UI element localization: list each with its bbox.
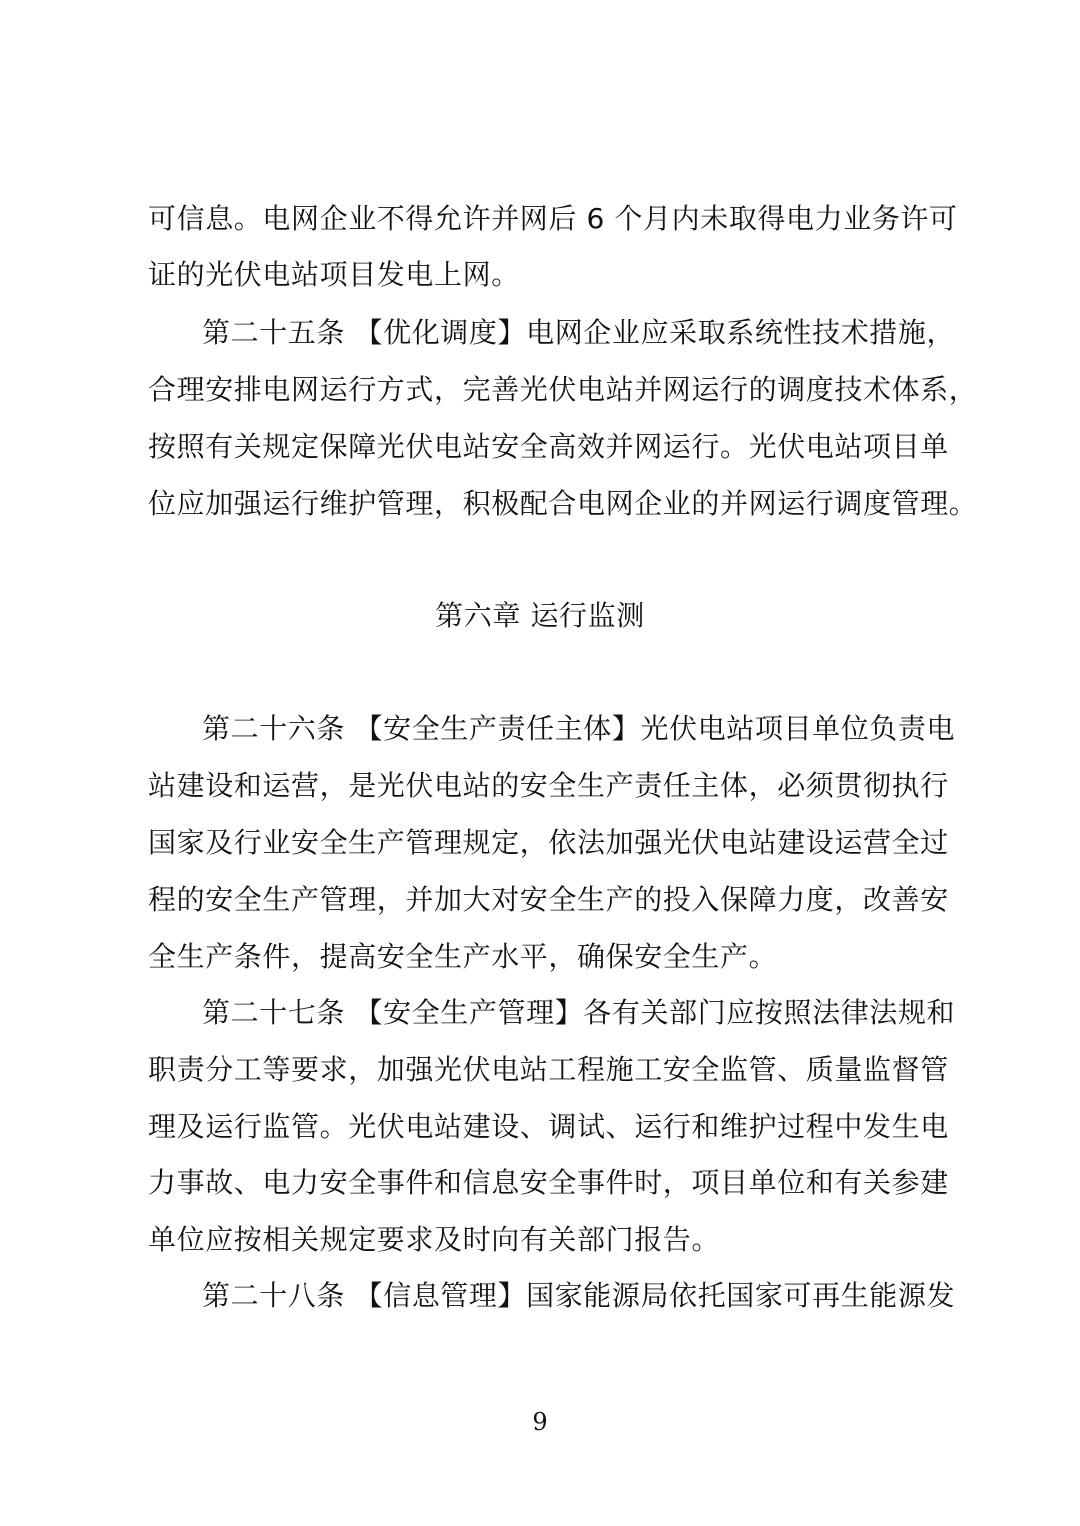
text-line: 按照有关规定保障光伏电站安全高效并网运行。光伏电站项目单 (148, 430, 949, 463)
text-line: 站建设和运营，是光伏电站的安全生产责任主体，必须贯彻执行 (148, 769, 949, 802)
article-28-heading-line: 第二十八条 【信息管理】国家能源局依托国家可再生能源发 (202, 1279, 956, 1312)
chapter-title: 第六章 运行监测 (435, 599, 645, 632)
article-26-heading-line: 第二十六条 【安全生产责任主体】光伏电站项目单位负责电 (202, 712, 956, 745)
text-line: 位应加强运行维护管理，积极配合电网企业的并网运行调度管理。 (148, 487, 978, 520)
text-line: 全生产条件，提高安全生产水平，确保安全生产。 (148, 940, 778, 973)
text-line: 证的光伏电站项目发电上网。 (148, 258, 520, 291)
text-line: 职责分工等要求，加强光伏电站工程施工安全监管、质量监督管 (148, 1053, 949, 1086)
page-number: 9 (532, 1408, 548, 1436)
text-line: 程的安全生产管理，并加大对安全生产的投入保障力度，改善安 (148, 883, 949, 916)
article-25-heading-line: 第二十五条 【优化调度】电网企业应采取系统性技术措施， (202, 316, 956, 349)
text-line: 力事故、电力安全事件和信息安全事件时，项目单位和有关参建 (148, 1166, 949, 1199)
text-line: 国家及行业安全生产管理规定，依法加强光伏电站建设运营全过 (148, 826, 949, 859)
text-line: 可信息。电网企业不得允许并网后 6 个月内未取得电力业务许可 (148, 202, 958, 235)
text-line: 理及运行监管。光伏电站建设、调试、运行和维护过程中发生电 (148, 1110, 949, 1143)
text-line: 合理安排电网运行方式，完善光伏电站并网运行的调度技术体系， (148, 373, 978, 406)
article-27-heading-line: 第二十七条 【安全生产管理】各有关部门应按照法律法规和 (202, 996, 956, 1029)
text-line: 单位应按相关规定要求及时向有关部门报告。 (148, 1223, 721, 1256)
